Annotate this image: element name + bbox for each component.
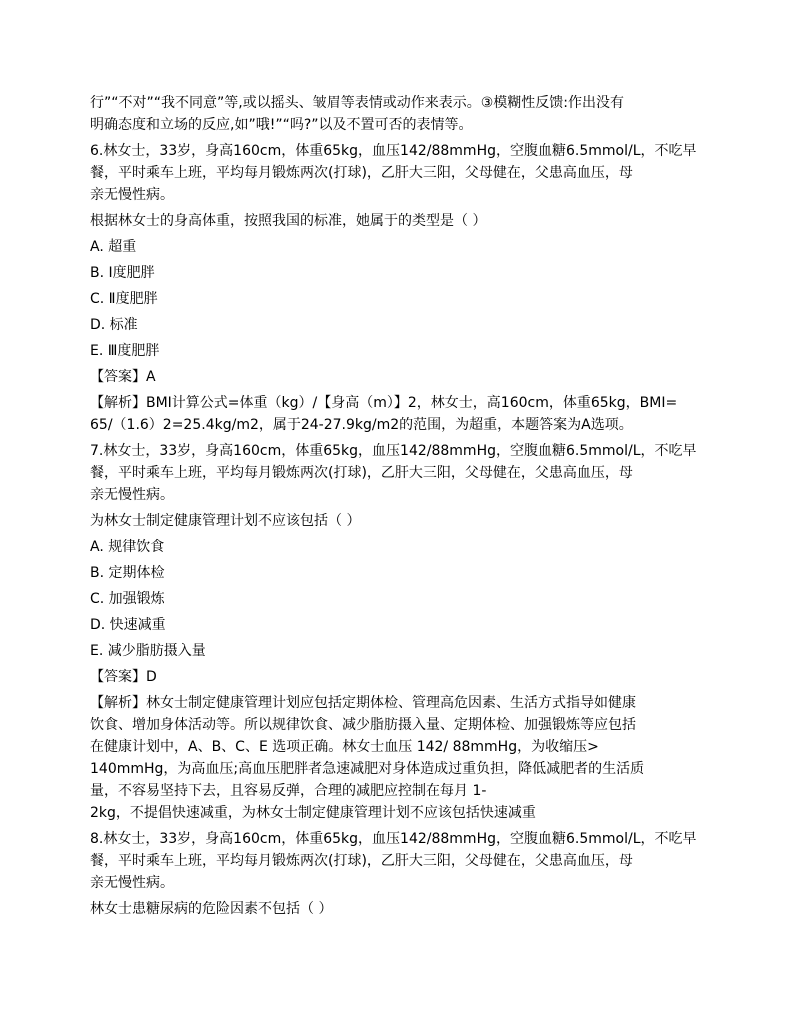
question-6-option-c: C. Ⅱ度肥胖 bbox=[90, 291, 158, 307]
question-7-option-d: D. 快速减重 bbox=[90, 617, 166, 633]
question-7-analysis: 量，不容易坚持下去，且容易反弹，合理的减肥应控制在每月 1- bbox=[90, 783, 487, 799]
question-6-analysis: 65/（1.6）2=25.4kg/m2，属于24-27.9kg/m2的范围，为超重，本题答案为A选项。 bbox=[90, 417, 633, 433]
question-6-prompt: 根据林女士的身高体重，按照我国的标准，她属于的类型是（ ） bbox=[90, 213, 487, 229]
question-7-stem: 餐，平时乘车上班，平均每月锻炼两次(打球)，乙肝大三阳，父母健在，父患高血压，母 bbox=[90, 465, 633, 481]
question-6-option-b: B. Ⅰ度肥胖 bbox=[90, 265, 155, 281]
question-6-stem: 亲无慢性病。 bbox=[90, 187, 174, 203]
question-6-option-a: A. 超重 bbox=[90, 239, 137, 255]
question-7-analysis: 140mmHg，为高血压;高血压肥胖者急速减肥对身体造成过重负担，降低减肥者的生活质 bbox=[90, 761, 645, 777]
question-7-option-b: B. 定期体检 bbox=[90, 565, 165, 581]
question-7-analysis: 2kg，不提倡快速减重，为林女士制定健康管理计划不应该包括快速减重 bbox=[90, 805, 536, 821]
question-7-option-a: A. 规律饮食 bbox=[90, 539, 165, 555]
question-7-stem: 亲无慢性病。 bbox=[90, 487, 174, 503]
question-7-analysis: 【解析】林女士制定健康管理计划应包括定期体检、管理高危因素、生活方式指导如健康 bbox=[90, 695, 636, 711]
question-6-stem: 餐，平时乘车上班，平均每月锻炼两次(打球)，乙肝大三阳，父母健在，父患高血压，母 bbox=[90, 165, 633, 181]
question-8-stem: 餐，平时乘车上班，平均每月锻炼两次(打球)，乙肝大三阳，父母健在，父患高血压，母 bbox=[90, 853, 633, 869]
question-8-stem: 8.林女士，33岁，身高160cm，体重65kg，血压142/88mmHg，空腹血糖6.5mmol/L，不吃早 bbox=[90, 831, 697, 847]
question-7-option-e: E. 减少脂肪摄入量 bbox=[90, 643, 206, 659]
question-6-option-d: D. 标准 bbox=[90, 317, 138, 333]
question-7-analysis: 饮食、增加身体活动等。所以规律饮食、减少脂肪摄入量、定期体检、加强锻炼等应包括 bbox=[90, 717, 636, 733]
question-8-prompt: 林女士患糖尿病的危险因素不包括（ ） bbox=[90, 901, 333, 917]
question-7-stem: 7.林女士，33岁，身高160cm，体重65kg，血压142/88mmHg，空腹血糖6.5mmol/L，不吃早 bbox=[90, 443, 697, 459]
question-6-option-e: E. Ⅲ度肥胖 bbox=[90, 343, 160, 359]
question-7-prompt: 为林女士制定健康管理计划不应该包括（ ） bbox=[90, 513, 361, 529]
question-8-stem: 亲无慢性病。 bbox=[90, 875, 174, 891]
question-6-answer: 【答案】A bbox=[90, 369, 156, 385]
question-7-option-c: C. 加强锻炼 bbox=[90, 591, 165, 607]
text-line: 行”“不对”“我不同意”等,或以摇头、皱眉等表情或动作来表示。③模糊性反馈:作出没有 bbox=[90, 95, 624, 111]
question-7-answer: 【答案】D bbox=[90, 669, 157, 685]
question-7-analysis: 在健康计划中，A、B、C、E 选项正确。林女士血压 142/ 88mmHg，为收缩压> bbox=[90, 739, 599, 755]
question-6-stem: 6.林女士，33岁，身高160cm，体重65kg，血压142/88mmHg，空腹血糖6.5mmol/L，不吃早 bbox=[90, 143, 697, 159]
text-line: 明确态度和立场的反应,如”哦!”“吗?”以及不置可否的表情等。 bbox=[90, 117, 473, 133]
question-6-analysis: 【解析】BMI计算公式=体重（kg）/【身高（m）】2，林女士，高160cm，体重65kg，BMI= bbox=[90, 395, 678, 411]
